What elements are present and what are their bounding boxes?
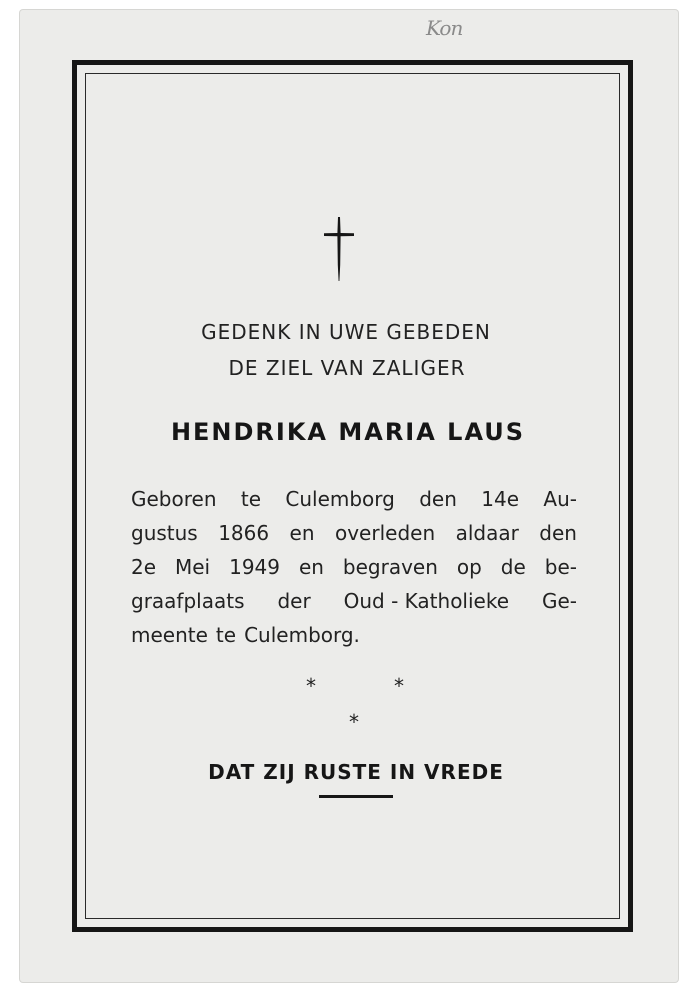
cross-icon [322,215,356,283]
bio-word: Au- [543,487,577,511]
bio-word: meente [131,623,208,647]
closing-prayer: DAT ZIJ RUSTE IN VREDE [208,760,504,784]
bio-word: Culemborg [285,487,395,511]
bio-word: graafplaats [131,589,245,613]
bio-word: op [456,555,482,579]
biography-line [131,482,577,516]
biography-line [131,516,577,550]
bio-word: begraven [342,555,438,579]
bio-word: 1949 [229,555,280,579]
bio-word: gustus [131,521,198,545]
closing-underline [319,795,393,798]
ornament-star: * [394,674,404,698]
biography-line [131,550,577,584]
biography-line [131,618,577,652]
ornament-star: * [349,710,359,734]
biography-line [131,584,577,618]
bio-word: aldaar [455,521,519,545]
bio-word: Ge- [541,589,577,613]
bio-word: den [539,521,577,545]
invocation-line-2: DE ZIEL VAN ZALIGER [228,356,466,380]
bio-word: 2e [131,555,157,579]
bio-word: 1866 [218,521,270,545]
bio-word: overleden [334,521,436,545]
bio-word: te [240,487,262,511]
bio-word: Geboren [131,487,217,511]
bio-word: der [277,589,311,613]
ornament-star: * [306,674,316,698]
bio-word: 14e [481,487,520,511]
bio-word: de [500,555,526,579]
bio-word: en [289,521,315,545]
invocation-line-1: GEDENK IN UWE GEBEDEN [201,320,491,344]
bio-word: Culemborg. [244,623,360,647]
bio-word: te [215,623,237,647]
bio-word: Oud - Katholieke [343,589,510,613]
bio-word: en [298,555,324,579]
bio-word: be- [544,555,577,579]
pencil-annotation: Kon [426,16,463,40]
deceased-name: HENDRIKA MARIA LAUS [170,418,526,446]
bio-word: den [419,487,457,511]
bio-word: Mei [175,555,211,579]
biography [131,482,577,652]
